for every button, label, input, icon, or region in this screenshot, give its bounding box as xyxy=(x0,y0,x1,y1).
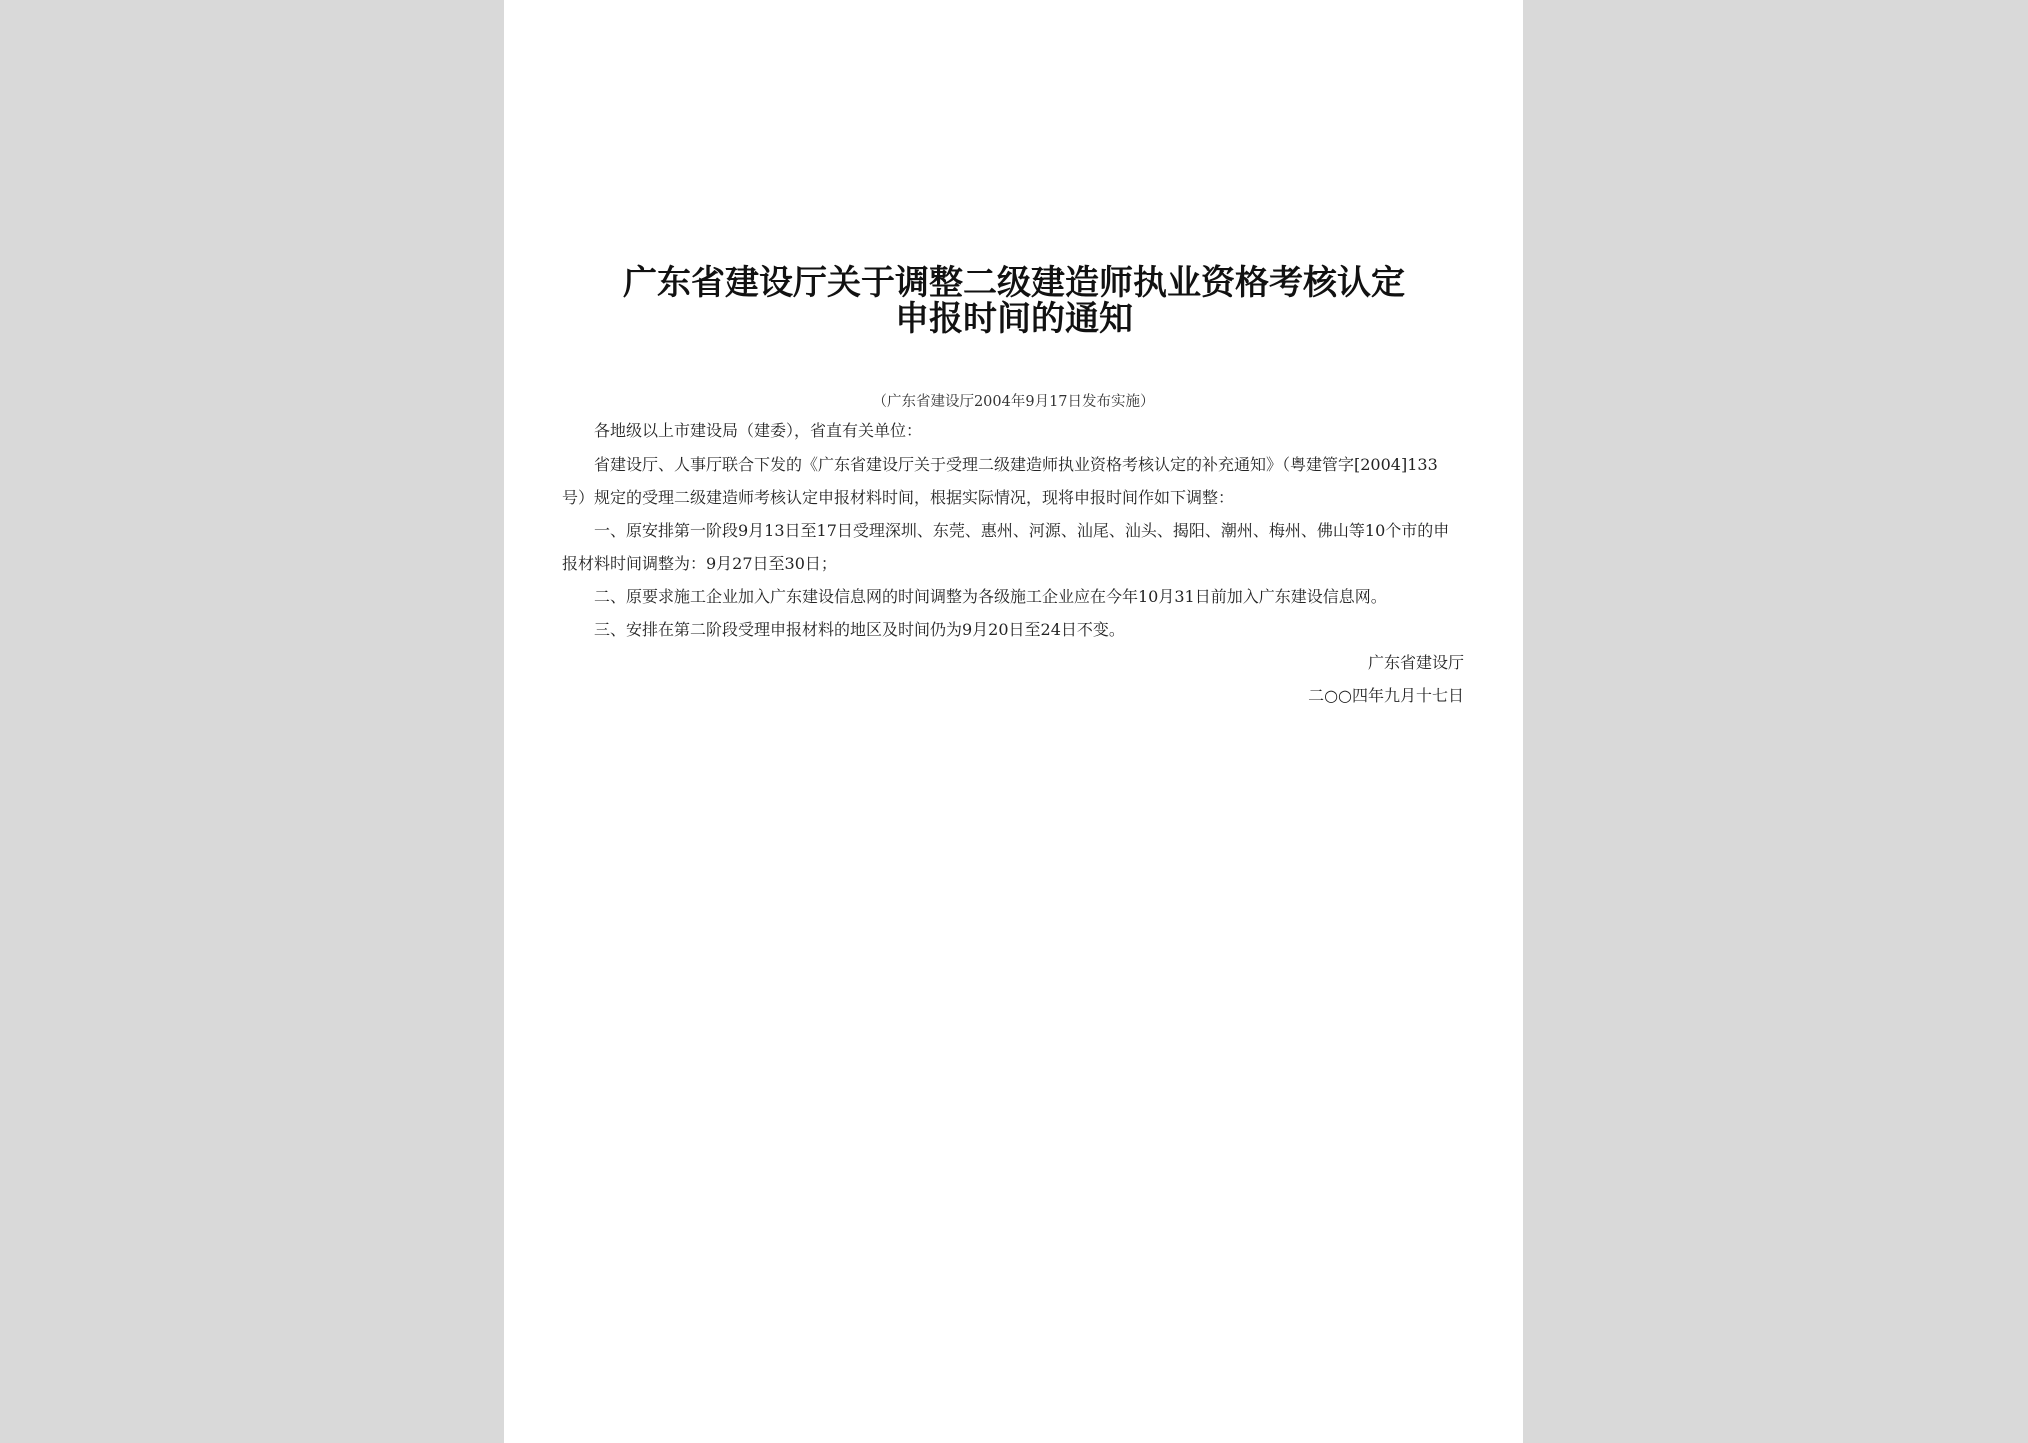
document-title-line-1: 广东省建设厅关于调整二级建造师执业资格考核认定 xyxy=(623,263,1405,303)
issue-date: 二○○四年九月十七日 xyxy=(1308,686,1464,705)
issuance-note: （广东省建设厅2004年9月17日发布实施） xyxy=(872,394,1155,410)
item-1-line-1: 一、原安排第一阶段9月13日至17日受理深圳、东莞、惠州、河源、汕尾、汕头、揭阳、潮州、梅州、佛山等10个市的申 xyxy=(594,521,1450,540)
item-1-line-2: 报材料时间调整为：9月27日至30日； xyxy=(562,554,837,573)
item-3: 三、安排在第二阶段受理申报材料的地区及时间仍为9月20日至24日不变。 xyxy=(594,620,1125,639)
salutation: 各地级以上市建设局（建委），省直有关单位： xyxy=(594,421,923,440)
signature: 广东省建设厅 xyxy=(1367,653,1464,672)
body-line-2: 号）规定的受理二级建造师考核认定申报材料时间，根据实际情况，现将申报时间作如下调整： xyxy=(562,488,1235,507)
document-title-line-2: 申报时间的通知 xyxy=(895,299,1133,339)
item-2: 二、原要求施工企业加入广东建设信息网的时间调整为各级施工企业应在今年10月31日前加入广东建设信息网。 xyxy=(594,587,1387,606)
body-line-1: 省建设厅、人事厅联合下发的《广东省建设厅关于受理二级建造师执业资格考核认定的补充通知》（粤建管字[2004]133 xyxy=(594,455,1438,474)
document-page xyxy=(504,0,1523,1443)
